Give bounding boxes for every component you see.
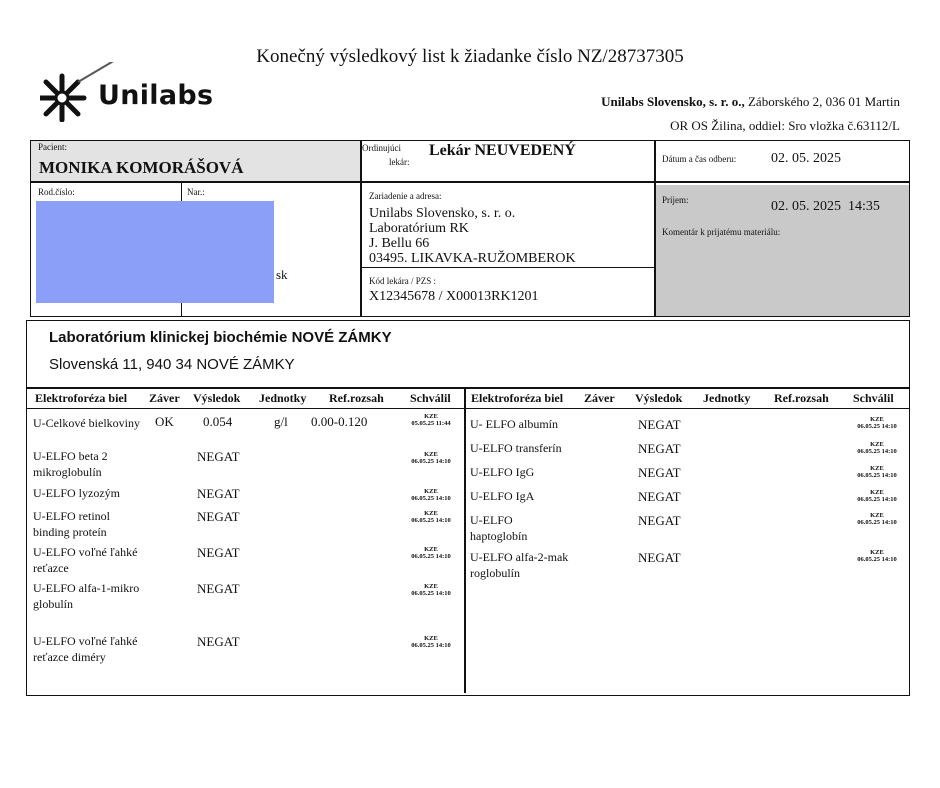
row-vysledok: NEGAT bbox=[638, 417, 681, 432]
table-row-name: U-ELFO lyzozým bbox=[33, 486, 120, 500]
comment-label: Komentár k prijatému materiálu: bbox=[662, 227, 781, 237]
facility-line: 03495. LIKAVKA-RUŽOMBEROK bbox=[369, 251, 576, 266]
lab-results-box bbox=[26, 320, 910, 696]
approver-code: KZE bbox=[424, 510, 438, 517]
company-address bbox=[601, 94, 900, 110]
approver-code: KZE bbox=[424, 488, 438, 495]
approval-time: 06.05.25 14:10 bbox=[411, 495, 451, 502]
table-row-name: U- ELFO albumín bbox=[470, 417, 558, 431]
table-row-name: U-Celkové bielkoviny bbox=[33, 416, 140, 430]
row-approval bbox=[401, 451, 461, 465]
ordering-doctor: Lekár NEUVEDENÝ bbox=[429, 142, 576, 159]
row-vysledok: NEGAT bbox=[197, 449, 240, 464]
code-label: Kód lekára / PZS : bbox=[369, 276, 436, 286]
company-street: Záborského 2, 036 01 Martin bbox=[744, 94, 900, 109]
table-row-name: U-ELFO voľné ľahké reťazce diméry bbox=[33, 634, 138, 664]
table-row-name: U-ELFO transferín bbox=[470, 441, 562, 455]
row-vysledok: NEGAT bbox=[197, 486, 240, 501]
received-label: Príjem: bbox=[662, 195, 689, 205]
logo-text: Unilabs bbox=[98, 80, 214, 111]
date-label: Dátum a čas odberu: bbox=[662, 154, 737, 164]
approver-code: KZE bbox=[870, 489, 884, 496]
table-row-name: U-ELFO alfa-2-makroglobulín bbox=[470, 550, 569, 580]
approval-time: 06.05.25 14:10 bbox=[857, 472, 897, 479]
row-approval bbox=[847, 489, 907, 503]
rod-cislo-label: Rod.číslo: bbox=[38, 187, 75, 197]
row-vysledok: 0.054 bbox=[203, 414, 233, 429]
row-approval bbox=[847, 416, 907, 430]
table-row-name: U-ELFO IgG bbox=[470, 465, 535, 479]
col-header-zaver-right: Záver bbox=[584, 391, 615, 405]
table-row-name: U-ELFO alfa-1-mikroglobulín bbox=[33, 581, 140, 611]
col-header-right: Elektroforéza biel bbox=[471, 391, 564, 405]
row-approval bbox=[401, 488, 461, 502]
col-header-ref-right: Ref.rozsah bbox=[774, 391, 829, 405]
approver-code: KZE bbox=[424, 413, 438, 420]
date-value: 02. 05. 2025 bbox=[771, 151, 841, 166]
patient-label: Pacient: bbox=[38, 142, 67, 152]
facility-address bbox=[369, 206, 576, 266]
approval-time: 06.05.25 14:10 bbox=[411, 590, 451, 597]
approval-time: 06.05.25 14:10 bbox=[411, 517, 451, 524]
row-vysledok: NEGAT bbox=[638, 513, 681, 528]
approver-code: KZE bbox=[870, 549, 884, 556]
table-row-name: U-ELFO haptoglobín bbox=[470, 513, 528, 543]
row-vysledok: NEGAT bbox=[197, 634, 240, 649]
col-header-ref: Ref.rozsah bbox=[329, 391, 384, 405]
row-approval bbox=[847, 549, 907, 563]
company-registry: OR OS Žilina, oddiel: Sro vložka č.63112/L bbox=[670, 118, 900, 133]
facility-line: Unilabs Slovensko, s. r. o. bbox=[369, 206, 516, 221]
approval-time: 06.05.25 14:10 bbox=[411, 642, 451, 649]
approval-time: 06.05.25 14:10 bbox=[857, 556, 897, 563]
col-header-jednotky: Jednotky bbox=[259, 391, 307, 405]
approver-code: KZE bbox=[870, 416, 884, 423]
approval-time: 06.05.25 14:10 bbox=[411, 553, 451, 560]
company-name: Unilabs Slovensko, s. r. o., bbox=[601, 94, 745, 109]
approver-code: KZE bbox=[424, 635, 438, 642]
col-header-zaver: Záver bbox=[149, 391, 180, 405]
document-title: Konečný výsledkový list k žiadanke číslo NZ/28737305 bbox=[256, 46, 684, 67]
redaction-block bbox=[36, 201, 274, 303]
approver-code: KZE bbox=[870, 465, 884, 472]
facility-label: Zariadenie a adresa: bbox=[369, 191, 442, 201]
row-vysledok: NEGAT bbox=[638, 441, 681, 456]
table-row-name: U-ELFO IgA bbox=[470, 489, 535, 503]
lab-address: Slovenská 11, 940 34 NOVÉ ZÁMKY bbox=[49, 356, 295, 373]
table-row-name: U-ELFO retinol binding proteín bbox=[33, 509, 110, 539]
col-header-schvalil-right: Schválil bbox=[853, 391, 894, 405]
row-vysledok: NEGAT bbox=[638, 489, 681, 504]
row-approval bbox=[401, 413, 461, 427]
approver-code: KZE bbox=[424, 583, 438, 590]
col-header-left: Elektroforéza biel bbox=[35, 391, 128, 405]
row-zaver: OK bbox=[155, 414, 174, 429]
row-approval bbox=[401, 583, 461, 597]
row-ref: 0.00-0.120 bbox=[311, 414, 368, 429]
code-value: X12345678 / X00013RK1201 bbox=[369, 289, 539, 304]
row-vysledok: NEGAT bbox=[197, 509, 240, 524]
row-approval bbox=[847, 465, 907, 479]
patient-box bbox=[30, 140, 910, 317]
facility-line: Laboratórium RK bbox=[369, 221, 469, 236]
approval-time: 06.05.25 14:10 bbox=[411, 458, 451, 465]
ordering-label: Ordinujúci bbox=[362, 143, 401, 153]
ordering-label-2: lekár: bbox=[389, 157, 410, 167]
approver-code: KZE bbox=[870, 512, 884, 519]
row-vysledok: NEGAT bbox=[197, 581, 240, 596]
received-value: 02. 05. 2025 14:35 bbox=[771, 199, 880, 214]
approver-code: KZE bbox=[424, 451, 438, 458]
lab-name: Laboratórium klinickej biochémie NOVÉ ZÁMKY bbox=[49, 329, 392, 346]
table-row-name: U-ELFO beta 2 mikroglobulín bbox=[33, 449, 108, 479]
row-vysledok: NEGAT bbox=[638, 465, 681, 480]
col-header-vysledok-right: Výsledok bbox=[635, 391, 683, 405]
partial-text: sk bbox=[276, 267, 288, 282]
col-header-jednotky-right: Jednotky bbox=[703, 391, 751, 405]
row-approval bbox=[401, 635, 461, 649]
table-row-name: U-ELFO voľné ľahké reťazce bbox=[33, 545, 138, 575]
col-header-vysledok: Výsledok bbox=[193, 391, 241, 405]
approver-code: KZE bbox=[424, 546, 438, 553]
row-approval bbox=[847, 512, 907, 526]
row-approval bbox=[401, 546, 461, 560]
approval-time: 06.05.25 14:10 bbox=[857, 423, 897, 430]
patient-name: MONIKA KOMORÁŠOVÁ bbox=[39, 158, 244, 177]
row-approval bbox=[401, 510, 461, 524]
row-vysledok: NEGAT bbox=[197, 545, 240, 560]
facility-line: J. Bellu 66 bbox=[369, 236, 430, 251]
approver-code: KZE bbox=[870, 441, 884, 448]
nar-label: Nar.: bbox=[187, 187, 205, 197]
approval-time: 06.05.25 14:10 bbox=[857, 496, 897, 503]
approval-time: 06.05.25 14:10 bbox=[857, 448, 897, 455]
col-header-schvalil: Schválil bbox=[410, 391, 451, 405]
row-approval bbox=[847, 441, 907, 455]
row-jednotky: g/l bbox=[274, 414, 288, 429]
approval-time: 05.05.25 11:44 bbox=[411, 420, 451, 427]
row-vysledok: NEGAT bbox=[638, 550, 681, 565]
approval-time: 06.05.25 14:10 bbox=[857, 519, 897, 526]
